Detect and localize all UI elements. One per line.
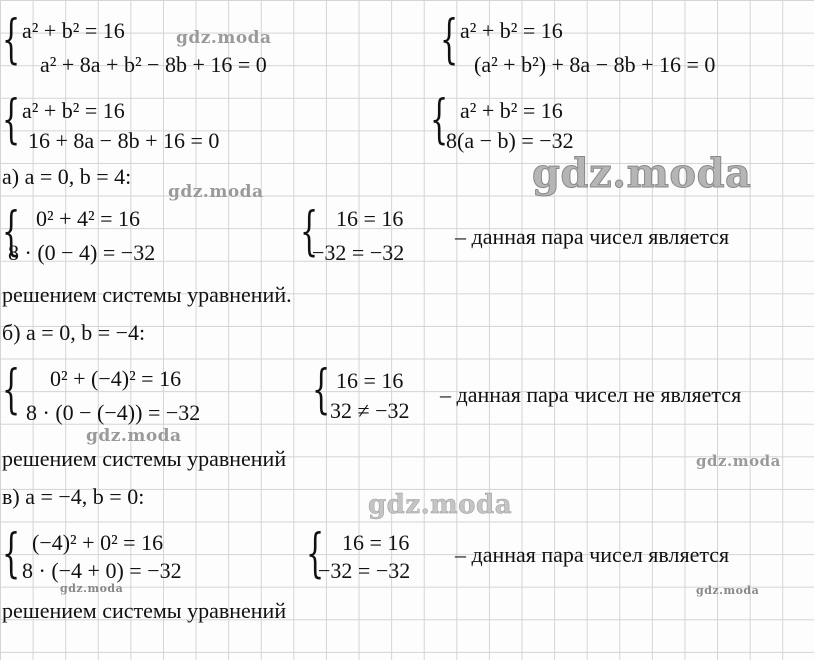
brace: {: [2, 524, 21, 584]
equation: 16 + 8a − 8b + 16 = 0: [28, 128, 220, 153]
case-b-label: б) a = 0, b = −4:: [2, 320, 146, 345]
brace: {: [2, 10, 21, 70]
equation: 0² + 4² = 16: [36, 206, 141, 231]
equation: 16 = 16: [342, 530, 410, 555]
brace: {: [2, 360, 21, 420]
case-a-label: а) a = 0, b = 4:: [2, 164, 132, 189]
equation: a² + b² = 16: [22, 18, 125, 43]
equation: −32 = −32: [312, 240, 405, 265]
equation: a² + b² = 16: [460, 98, 563, 123]
equation: 8 · (0 − 4) = −32: [8, 240, 156, 265]
case-a-conclusion: – данная пара чисел является: [455, 224, 730, 249]
brace: {: [306, 524, 325, 584]
watermark: gdz.moda: [168, 182, 264, 202]
case-c-conclusion: – данная пара чисел является: [455, 542, 730, 567]
equation: 32 ≠ −32: [330, 398, 410, 423]
brace: {: [2, 90, 21, 150]
equation: (a² + b²) + 8a − 8b + 16 = 0: [474, 52, 716, 77]
watermark: gdz.moda: [176, 28, 272, 48]
brace: {: [312, 360, 331, 420]
watermark: gdz.moda: [696, 584, 760, 597]
case-c-tail: решением системы уравнений: [2, 598, 287, 623]
equation: a² + b² = 16: [22, 98, 125, 123]
brace: {: [300, 202, 319, 262]
equation: a² + b² = 16: [460, 18, 563, 43]
equation: 16 = 16: [336, 206, 404, 231]
equation: 8 · (0 − (−4)) = −32: [26, 400, 201, 425]
equation: a² + 8a + b² − 8b + 16 = 0: [40, 52, 267, 77]
watermark: gdz.moda: [86, 426, 182, 446]
equation: (−4)² + 0² = 16: [32, 530, 164, 555]
case-c-label: в) a = −4, b = 0:: [2, 484, 145, 509]
case-a-tail: решением системы уравнений.: [2, 282, 292, 307]
equation: 16 = 16: [336, 368, 404, 393]
watermark: gdz.moda: [368, 490, 513, 520]
equation: 0² + (−4)² = 16: [50, 366, 182, 391]
case-b-tail: решением системы уравнений: [2, 446, 287, 471]
equation: 8 · (−4 + 0) = −32: [22, 558, 182, 583]
case-b-conclusion: – данная пара чисел не является: [440, 382, 742, 407]
brace: {: [2, 202, 21, 262]
equation: 8(a − b) = −32: [446, 128, 574, 153]
watermark: gdz.moda: [696, 452, 781, 470]
watermark: gdz.moda: [532, 150, 752, 197]
brace: {: [440, 10, 459, 70]
watermark: gdz.moda: [60, 582, 124, 595]
brace: {: [430, 90, 449, 150]
equation: −32 = −32: [318, 558, 411, 583]
